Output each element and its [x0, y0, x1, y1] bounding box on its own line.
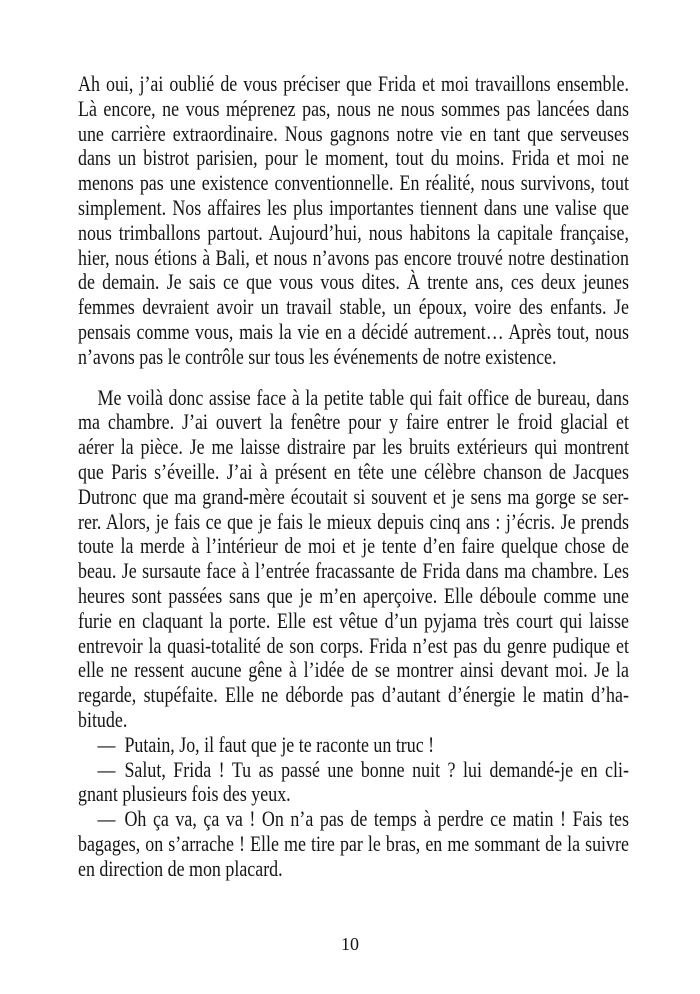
text-line: — Oh ça va, ça va ! On n’a pas de temps à perdre ce matin ! Fais tes	[97, 806, 629, 832]
dialogue-paragraph	[78, 807, 629, 881]
text-line: elle ne ressent aucune gêne à l’idée de se montrer ainsi devant moi. Je la	[78, 657, 629, 683]
text-line: aérer la pièce. Je me laisse distraire par les bruits extérieurs qui montrent	[78, 434, 629, 460]
text-line: de demain. Je sais ce que vous vous dites. À trente ans, ces deux jeunes	[78, 269, 629, 295]
text-line: regarde, stupéfaite. Elle ne déborde pas d’autant d’énergie le matin d’ha-	[78, 682, 629, 708]
text-line: une carrière extraordinaire. Nous gagnons notre vie en tant que serveuses	[78, 120, 629, 146]
body-paragraph	[78, 72, 629, 370]
book-text	[78, 72, 629, 882]
body-paragraph	[78, 386, 629, 733]
text-line: menons pas une existence conventionnelle. En réalité, nous survivons, tout	[78, 170, 629, 196]
text-line: heures sont passées sans que je m’en aperçoive. Elle déboule comme une	[78, 582, 629, 608]
text-line: en direction de mon placard.	[78, 855, 283, 881]
text-line: gnant plusieurs fois des yeux.	[78, 781, 291, 807]
page-number: 10	[341, 934, 359, 954]
text-line: — Putain, Jo, il faut que je te raconte un truc !	[97, 731, 435, 757]
text-line: rer. Alors, je fais ce que je fais le mieux depuis cinq ans : j’écris. Je prends	[78, 508, 629, 534]
text-line: toute la merde à l’intérieur de moi et je tente d’en faire quelque chose de	[78, 533, 629, 559]
dialogue-paragraph	[78, 733, 629, 758]
dialogue-paragraph	[78, 758, 629, 808]
text-line: n’avons pas le contrôle sur tous les événements de notre existence.	[78, 343, 557, 369]
text-line: nous trimballons partout. Aujourd’hui, nous habitons la capitale française,	[78, 219, 629, 245]
text-line: dans un bistrot parisien, pour le moment, tout du moins. Frida et moi ne	[78, 145, 629, 171]
text-line: furie en claquant la porte. Elle est vêtue d’un pyjama très court qui laisse	[78, 607, 629, 633]
text-line: Là encore, ne vous méprenez pas, nous ne nous sommes pas lancées dans	[78, 95, 629, 121]
text-line: que Paris s’éveille. J’ai à présent en tête une célèbre chanson de Jacques	[78, 458, 629, 484]
text-line: Me voilà donc assise face à la petite table qui fait office de bureau, dans	[97, 384, 629, 410]
text-line: simplement. Nos affaires les plus importantes tiennent dans une valise que	[78, 194, 629, 220]
text-line: femmes devraient avoir un travail stable, un époux, voire des enfants. Je	[78, 294, 629, 320]
text-line: entrevoir la quasi-totalité de son corps. Frida n’est pas du genre pudique et	[78, 632, 629, 658]
text-line: bitude.	[78, 706, 128, 732]
text-line: beau. Je sursaute face à l’entrée fracassante de Frida dans ma chambre. Les	[78, 558, 629, 584]
text-line: hier, nous étions à Bali, et nous n’avons pas encore trouvé notre destination	[78, 244, 629, 270]
text-line: pensais comme vous, mais la vie en a décidé autrement… Après tout, nous	[78, 318, 629, 344]
text-line: Ah oui, j’ai oublié de vous préciser que Frida et moi travaillons ensemble.	[78, 71, 629, 96]
text-line: ma chambre. J’ai ouvert la fenêtre pour y faire entrer le froid glacial et	[78, 409, 629, 435]
text-line: bagages, on s’arrache ! Elle me tire par le bras, en me sommant de la suivre	[78, 830, 629, 856]
text-line: Dutronc que ma grand-mère écoutait si souvent et je sens ma gorge se ser-	[78, 483, 629, 509]
text-line: — Salut, Frida ! Tu as passé une bonne nuit ? lui demandé-je en cli-	[97, 756, 629, 782]
